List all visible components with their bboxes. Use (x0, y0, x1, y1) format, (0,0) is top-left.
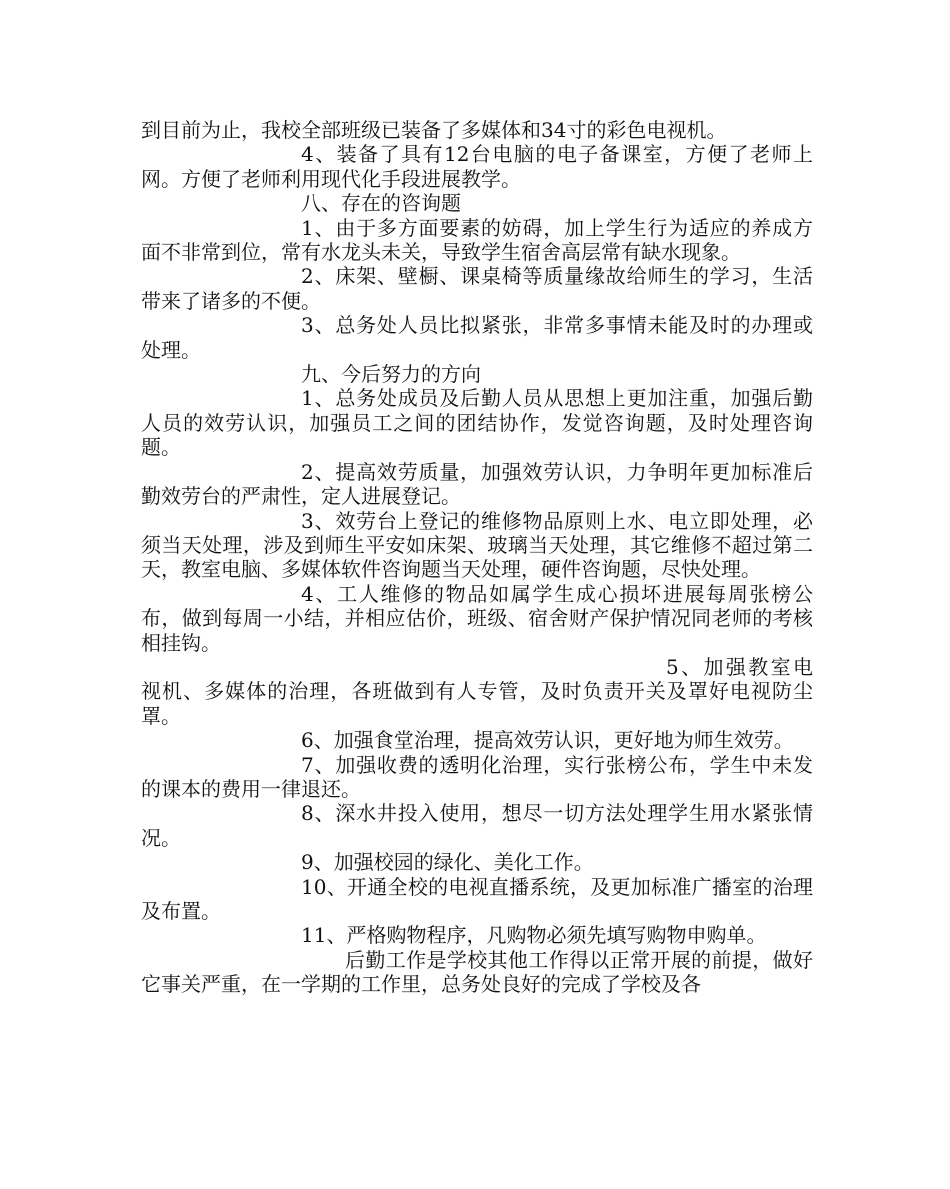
paragraph: 8、深水井投入使用，想尽一切方法处理学生用水紧张情况。 (141, 801, 813, 850)
paragraph: 1、由于多方面要素的妨碍，加上学生行为适应的养成方面不非常到位，常有水龙头未关，导致学生宿舍高层常有缺水现象。 (141, 215, 813, 265)
paragraph: 9、加强校园的绿化、美化工作。 (301, 850, 594, 875)
paragraph: 3、效劳台上登记的维修物品原则上水、电立即处理，必须当天处理，涉及到师生平安如床架、玻璃当天处理，其它维修不超过第二天，教室电脑、多媒体软件咨询题当天处理，硬件咨询题，尽快处理。 (141, 508, 813, 582)
paragraph: 到目前为止，我校全部班级已装备了多媒体和34寸的彩色电视机。 (141, 118, 727, 142)
paragraph: 11、严格购物程序，凡购物必须先填写购物申购单。 (301, 923, 767, 948)
section-heading: 八、存在的咨询题 (301, 191, 461, 216)
document-body (141, 118, 813, 997)
paragraph: 4、工人维修的物品如属学生成心损坏进展每周张榜公布，做到每周一小结，并相应估价，班级、宿舍财产保护情况同老师的考核相挂钩。 (141, 581, 813, 655)
paragraph: 2、提高效劳质量，加强效劳认识，力争明年更加标准后勤效劳台的严肃性，定人进展登记。 (141, 459, 813, 509)
paragraph: 4、装备了具有12台电脑的电子备课室，方便了老师上网。方便了老师利用现代化手段进展教学。 (141, 142, 813, 191)
paragraph: 3、总务处人员比拟紧张，非常多事情未能及时的办理或处理。 (141, 313, 813, 362)
paragraph: 6、加强食堂治理，提高效劳认识，更好地为师生效劳。 (301, 728, 794, 753)
paragraph: 2、床架、壁橱、课桌椅等质量缘故给师生的学习，生活带来了诸多的不便。 (141, 264, 813, 313)
paragraph: 7、加强收费的透明化治理，实行张榜公布，学生中未发的课本的费用一律退还。 (141, 752, 813, 801)
paragraph: 10、开通全校的电视直播系统，及更加标准广播室的治理及布置。 (141, 874, 813, 923)
section-heading: 九、今后努力的方向 (301, 362, 481, 387)
paragraph: 5、加强教室电视机、多媒体的治理，各班做到有人专管，及时负责开关及罩好电视防尘罩。 (141, 654, 813, 728)
paragraph: 后勤工作是学校其他工作得以正常开展的前提，做好它事关严重，在一学期的工作里，总务处良好的完成了学校及各 (141, 947, 813, 997)
paragraph: 1、总务处成员及后勤人员从思想上更加注重，加强后勤人员的效劳认识，加强员工之间的团结协作，发觉咨询题，及时处理咨询题。 (141, 386, 813, 460)
